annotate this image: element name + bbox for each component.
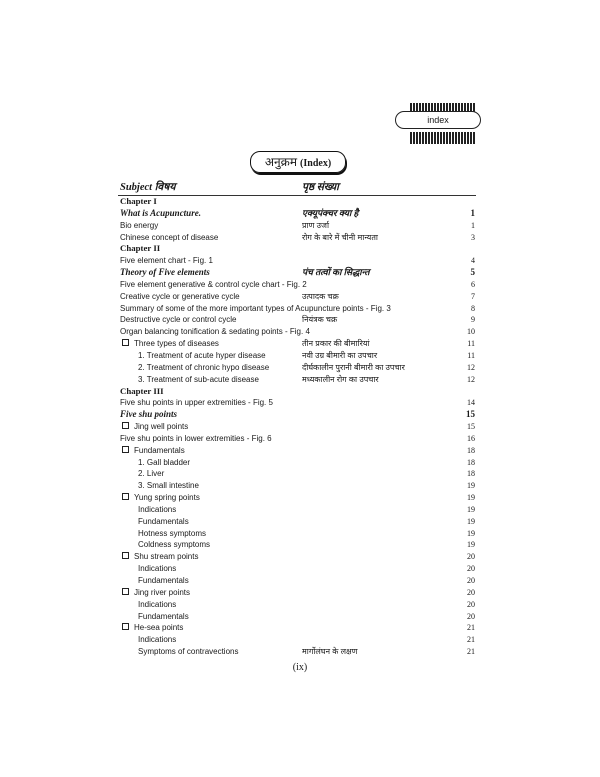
entry-english: Hotness symptoms — [138, 528, 207, 538]
entry-english: 1. Gall bladder — [138, 457, 191, 467]
entry-page-number: 20 — [467, 599, 475, 609]
entry-page-number: 20 — [467, 564, 475, 574]
entry-english: Bio energy — [120, 220, 159, 230]
checkbox-bullet-icon — [122, 493, 129, 500]
entry-page-number: 18 — [467, 445, 475, 455]
entry-english: 3. Treatment of sub-acute disease — [138, 374, 259, 384]
entry-page-number: 6 — [471, 279, 475, 289]
entry-page-number: 3 — [471, 232, 475, 242]
entry-hindi: दीर्घकालीन पुरानी बीमारी का उपचार — [302, 362, 405, 372]
checkbox-bullet-icon — [122, 446, 129, 453]
index-entry — [120, 634, 475, 646]
entry-english: Indications — [138, 564, 177, 574]
entry-hindi: एक्यूपंक्चर क्या है — [302, 207, 359, 218]
entry-hindi: मध्यकालीन रोग का उपचार — [302, 374, 379, 384]
index-entry — [120, 646, 475, 658]
index-entry — [120, 457, 475, 469]
title-english: (Index) — [300, 158, 332, 169]
entry-page-number: 19 — [467, 481, 475, 491]
tab-stripes-bottom — [410, 132, 476, 144]
index-entry — [120, 421, 475, 433]
entry-english: 1. Treatment of acute hyper disease — [138, 350, 266, 360]
index-entry — [120, 468, 475, 480]
title-hindi: अनुक्रम — [264, 155, 298, 169]
index-entry — [120, 492, 475, 504]
entry-page-number: 20 — [467, 587, 475, 597]
entry-english: Indications — [138, 504, 177, 514]
index-entry — [120, 504, 475, 516]
entry-english: Chapter III — [120, 385, 164, 396]
index-entry — [120, 279, 475, 291]
entry-page-number: 10 — [467, 327, 475, 337]
entry-page-number: 11 — [467, 339, 475, 349]
index-entry — [120, 338, 475, 350]
index-entry — [120, 350, 475, 362]
entry-english: Jing well points — [120, 421, 188, 433]
entry-english: 2. Liver — [138, 469, 165, 479]
entry-page-number: 18 — [467, 469, 475, 479]
entry-english: Coldness symptoms — [138, 540, 211, 550]
entry-hindi: तीन प्रकार की बीमारियां — [302, 339, 370, 349]
index-entry — [120, 445, 475, 457]
checkbox-bullet-icon — [122, 422, 129, 429]
entry-english: Chapter I — [120, 196, 157, 206]
entry-english: Chinese concept of disease — [120, 232, 219, 242]
index-title-banner — [250, 151, 346, 173]
index-entry — [120, 374, 475, 386]
index-entry — [120, 220, 475, 232]
checkbox-bullet-icon — [122, 588, 129, 595]
entry-english: Chapter II — [120, 243, 161, 254]
entry-english: Indications — [138, 599, 177, 609]
entry-english: Destructive cycle or control cycle — [120, 315, 237, 325]
index-entry — [120, 551, 475, 563]
entry-english: Fundamentals — [138, 576, 189, 585]
entry-hindi: मार्गोलंघन के लक्षण — [302, 647, 358, 657]
entry-page-number: 5 — [470, 267, 475, 278]
entry-page-number: 21 — [467, 623, 475, 633]
entry-english: Five element generative & control cycle chart - Fig. 2 — [120, 279, 307, 289]
entry-hindi: उत्पादक चक्र — [302, 291, 339, 301]
index-entry — [120, 362, 475, 374]
entry-page-number: 4 — [471, 256, 475, 266]
index-entry — [120, 303, 475, 315]
index-entry — [120, 563, 475, 575]
entry-english: Yung spring points — [120, 492, 200, 504]
entry-hindi: प्राण उर्जा — [302, 220, 330, 230]
index-entry — [120, 599, 475, 611]
index-entry — [120, 539, 475, 551]
index-entry — [120, 516, 475, 528]
chapter-heading — [120, 196, 475, 208]
index-entry — [120, 575, 475, 587]
entry-english: Fundamentals — [120, 445, 185, 457]
checkbox-bullet-icon — [122, 623, 129, 630]
entry-hindi: रोग के बारे में चीनी मान्यता — [302, 232, 378, 242]
index-entry — [120, 397, 475, 409]
entry-page-number: 19 — [467, 540, 475, 550]
index-entry — [120, 208, 475, 220]
entry-english: Five shu points — [120, 409, 178, 420]
entry-page-number: 19 — [467, 528, 475, 538]
chapter-heading — [120, 243, 475, 255]
entry-page-number: 8 — [471, 303, 475, 313]
index-tab-label: index — [395, 111, 481, 129]
entry-page-number: 12 — [467, 374, 475, 384]
index-entry — [120, 232, 475, 244]
index-entry — [120, 326, 475, 338]
entry-page-number: 1 — [470, 207, 475, 218]
entry-english: Fundamentals — [138, 611, 189, 621]
entry-page-number: 20 — [467, 552, 475, 562]
entry-page-number: 19 — [467, 516, 475, 526]
entry-page-number: 9 — [471, 315, 475, 325]
index-entry — [120, 611, 475, 623]
entry-english: Symptoms of contravections — [138, 647, 239, 657]
index-tab — [395, 103, 481, 145]
index-entry — [120, 267, 475, 279]
index-entry — [120, 622, 475, 634]
entry-page-number: 14 — [467, 398, 475, 408]
entry-page-number: 12 — [467, 362, 475, 372]
entry-page-number: 15 — [466, 409, 475, 420]
index-table — [120, 196, 475, 658]
index-entry — [120, 409, 475, 421]
subject-column-header: Subject विषय — [120, 182, 176, 193]
index-entry — [120, 291, 475, 303]
entry-hindi: नियंत्रक चक्र — [302, 315, 338, 325]
entry-english: Theory of Five elements — [120, 267, 210, 278]
entry-english: 3. Small intestine — [138, 481, 199, 491]
entry-english: Five element chart - Fig. 1 — [120, 256, 213, 266]
entry-english: He-sea points — [120, 622, 183, 634]
entry-english: Five shu points in lower extremities - Fig. 6 — [120, 433, 272, 443]
entry-english: Shu stream points — [120, 551, 198, 563]
entry-english: Summary of some of the more important types of Acupuncture points - Fig. 3 — [120, 303, 391, 313]
entry-page-number: 7 — [471, 291, 475, 301]
entry-page-number: 20 — [467, 576, 475, 585]
entry-hindi: पंच तत्वों का सिद्धान्त — [302, 267, 370, 278]
page-number: (ix) — [292, 662, 308, 673]
entry-hindi: नवी उग्र बीमारी का उपचार — [302, 350, 378, 360]
entry-page-number: 19 — [467, 504, 475, 514]
checkbox-bullet-icon — [122, 552, 129, 559]
checkbox-bullet-icon — [122, 339, 129, 346]
entry-page-number: 20 — [467, 611, 475, 621]
entry-english: Fundamentals — [138, 516, 189, 526]
index-entry — [120, 314, 475, 326]
entry-page-number: 11 — [467, 350, 475, 360]
entry-english: Jing river points — [120, 587, 190, 599]
entry-english: Indications — [138, 635, 177, 645]
index-entry — [120, 587, 475, 599]
entry-english: Organ balancing tonification & sedating points - Fig. 4 — [120, 327, 310, 337]
entry-page-number: 21 — [467, 635, 475, 645]
entry-page-number: 16 — [467, 433, 475, 443]
index-entry — [120, 480, 475, 492]
entry-english: Five shu points in upper extremities - Fig. 5 — [120, 398, 273, 408]
index-entry — [120, 433, 475, 445]
entry-page-number: 1 — [471, 220, 475, 230]
entry-page-number: 18 — [467, 457, 475, 467]
index-entry — [120, 255, 475, 267]
index-entry — [120, 528, 475, 540]
entry-english: Creative cycle or generative cycle — [120, 291, 240, 301]
entry-english: Three types of diseases — [120, 338, 219, 350]
entry-page-number: 15 — [467, 422, 475, 432]
page-column-header: पृष्ठ संख्या — [302, 182, 339, 193]
chapter-heading — [120, 386, 475, 398]
entry-english: What is Acupuncture. — [120, 207, 201, 218]
entry-english: 2. Treatment of chronic hypo disease — [138, 362, 270, 372]
entry-page-number: 19 — [467, 493, 475, 503]
entry-page-number: 21 — [467, 647, 475, 657]
